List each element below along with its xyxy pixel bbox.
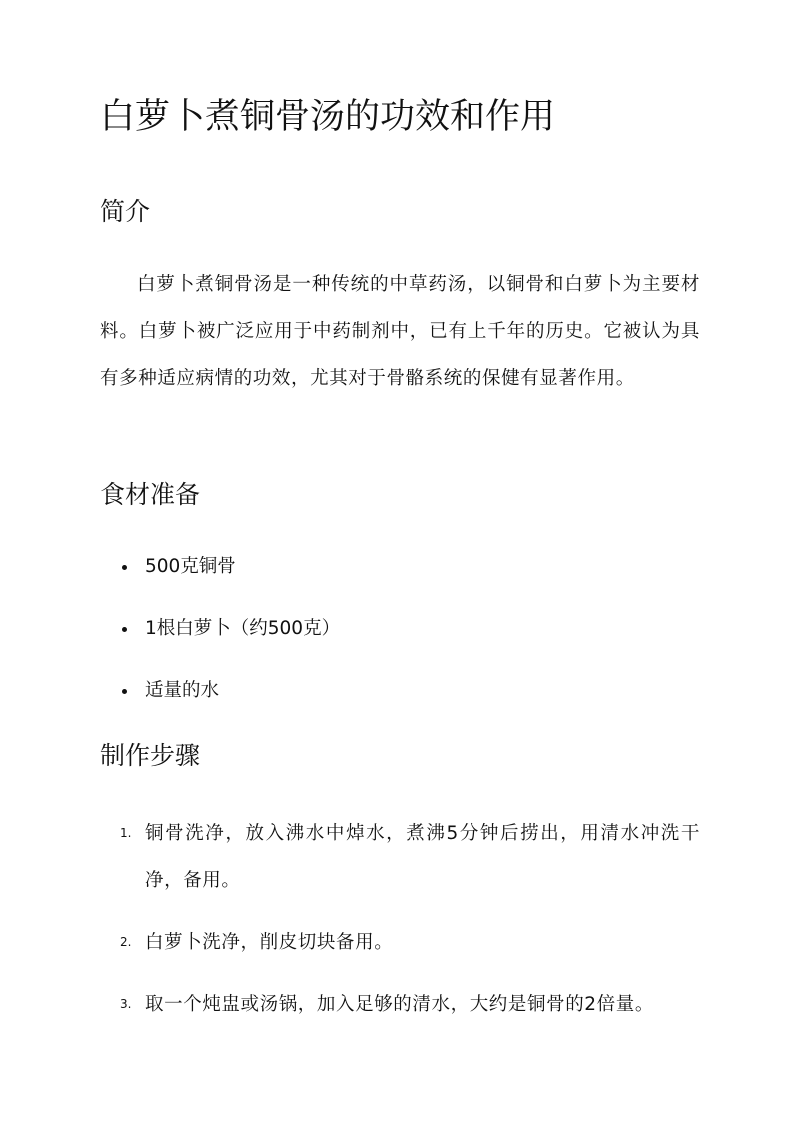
section-heading-steps: 制作步骤 <box>100 741 201 770</box>
ingredient-text: 1根白萝卜（约500克） <box>145 618 341 639</box>
list-item <box>100 810 700 904</box>
step-number: 1. <box>120 826 132 840</box>
ingredient-text: 500克铜骨 <box>145 556 236 577</box>
list-item <box>100 610 340 672</box>
step-number: 2. <box>120 935 132 949</box>
bullet-icon <box>122 627 127 632</box>
bullet-icon <box>122 689 127 694</box>
list-item <box>100 981 700 1028</box>
list-item <box>100 548 340 610</box>
step-number: 3. <box>120 997 132 1011</box>
section-heading-ingredients: 食材准备 <box>100 480 201 509</box>
bullet-icon <box>122 565 127 570</box>
step-text: 铜骨洗净，放入沸水中焯水，煮沸5分钟后捞出，用清水冲洗干净，备用。 <box>145 823 700 891</box>
step-text: 白萝卜洗净，削皮切块备用。 <box>145 932 394 953</box>
list-item <box>100 672 340 734</box>
ingredients-list <box>100 548 340 734</box>
step-text: 取一个炖盅或汤锅，加入足够的清水，大约是铜骨的2倍量。 <box>145 994 654 1015</box>
list-item <box>100 919 700 966</box>
steps-list <box>100 810 700 1043</box>
section-heading-intro: 简介 <box>100 197 151 226</box>
ingredient-text: 适量的水 <box>145 680 220 701</box>
intro-paragraph: 白萝卜煮铜骨汤是一种传统的中草药汤，以铜骨和白萝卜为主要材料。白萝卜被广泛应用于中药制剂中，已有上千年的历史。它被认为具有多种适应病情的功效，尤其对于骨骼系统的保健有显著作用。 <box>100 274 700 389</box>
document-title: 白萝卜煮铜骨汤的功效和作用 <box>100 97 556 137</box>
